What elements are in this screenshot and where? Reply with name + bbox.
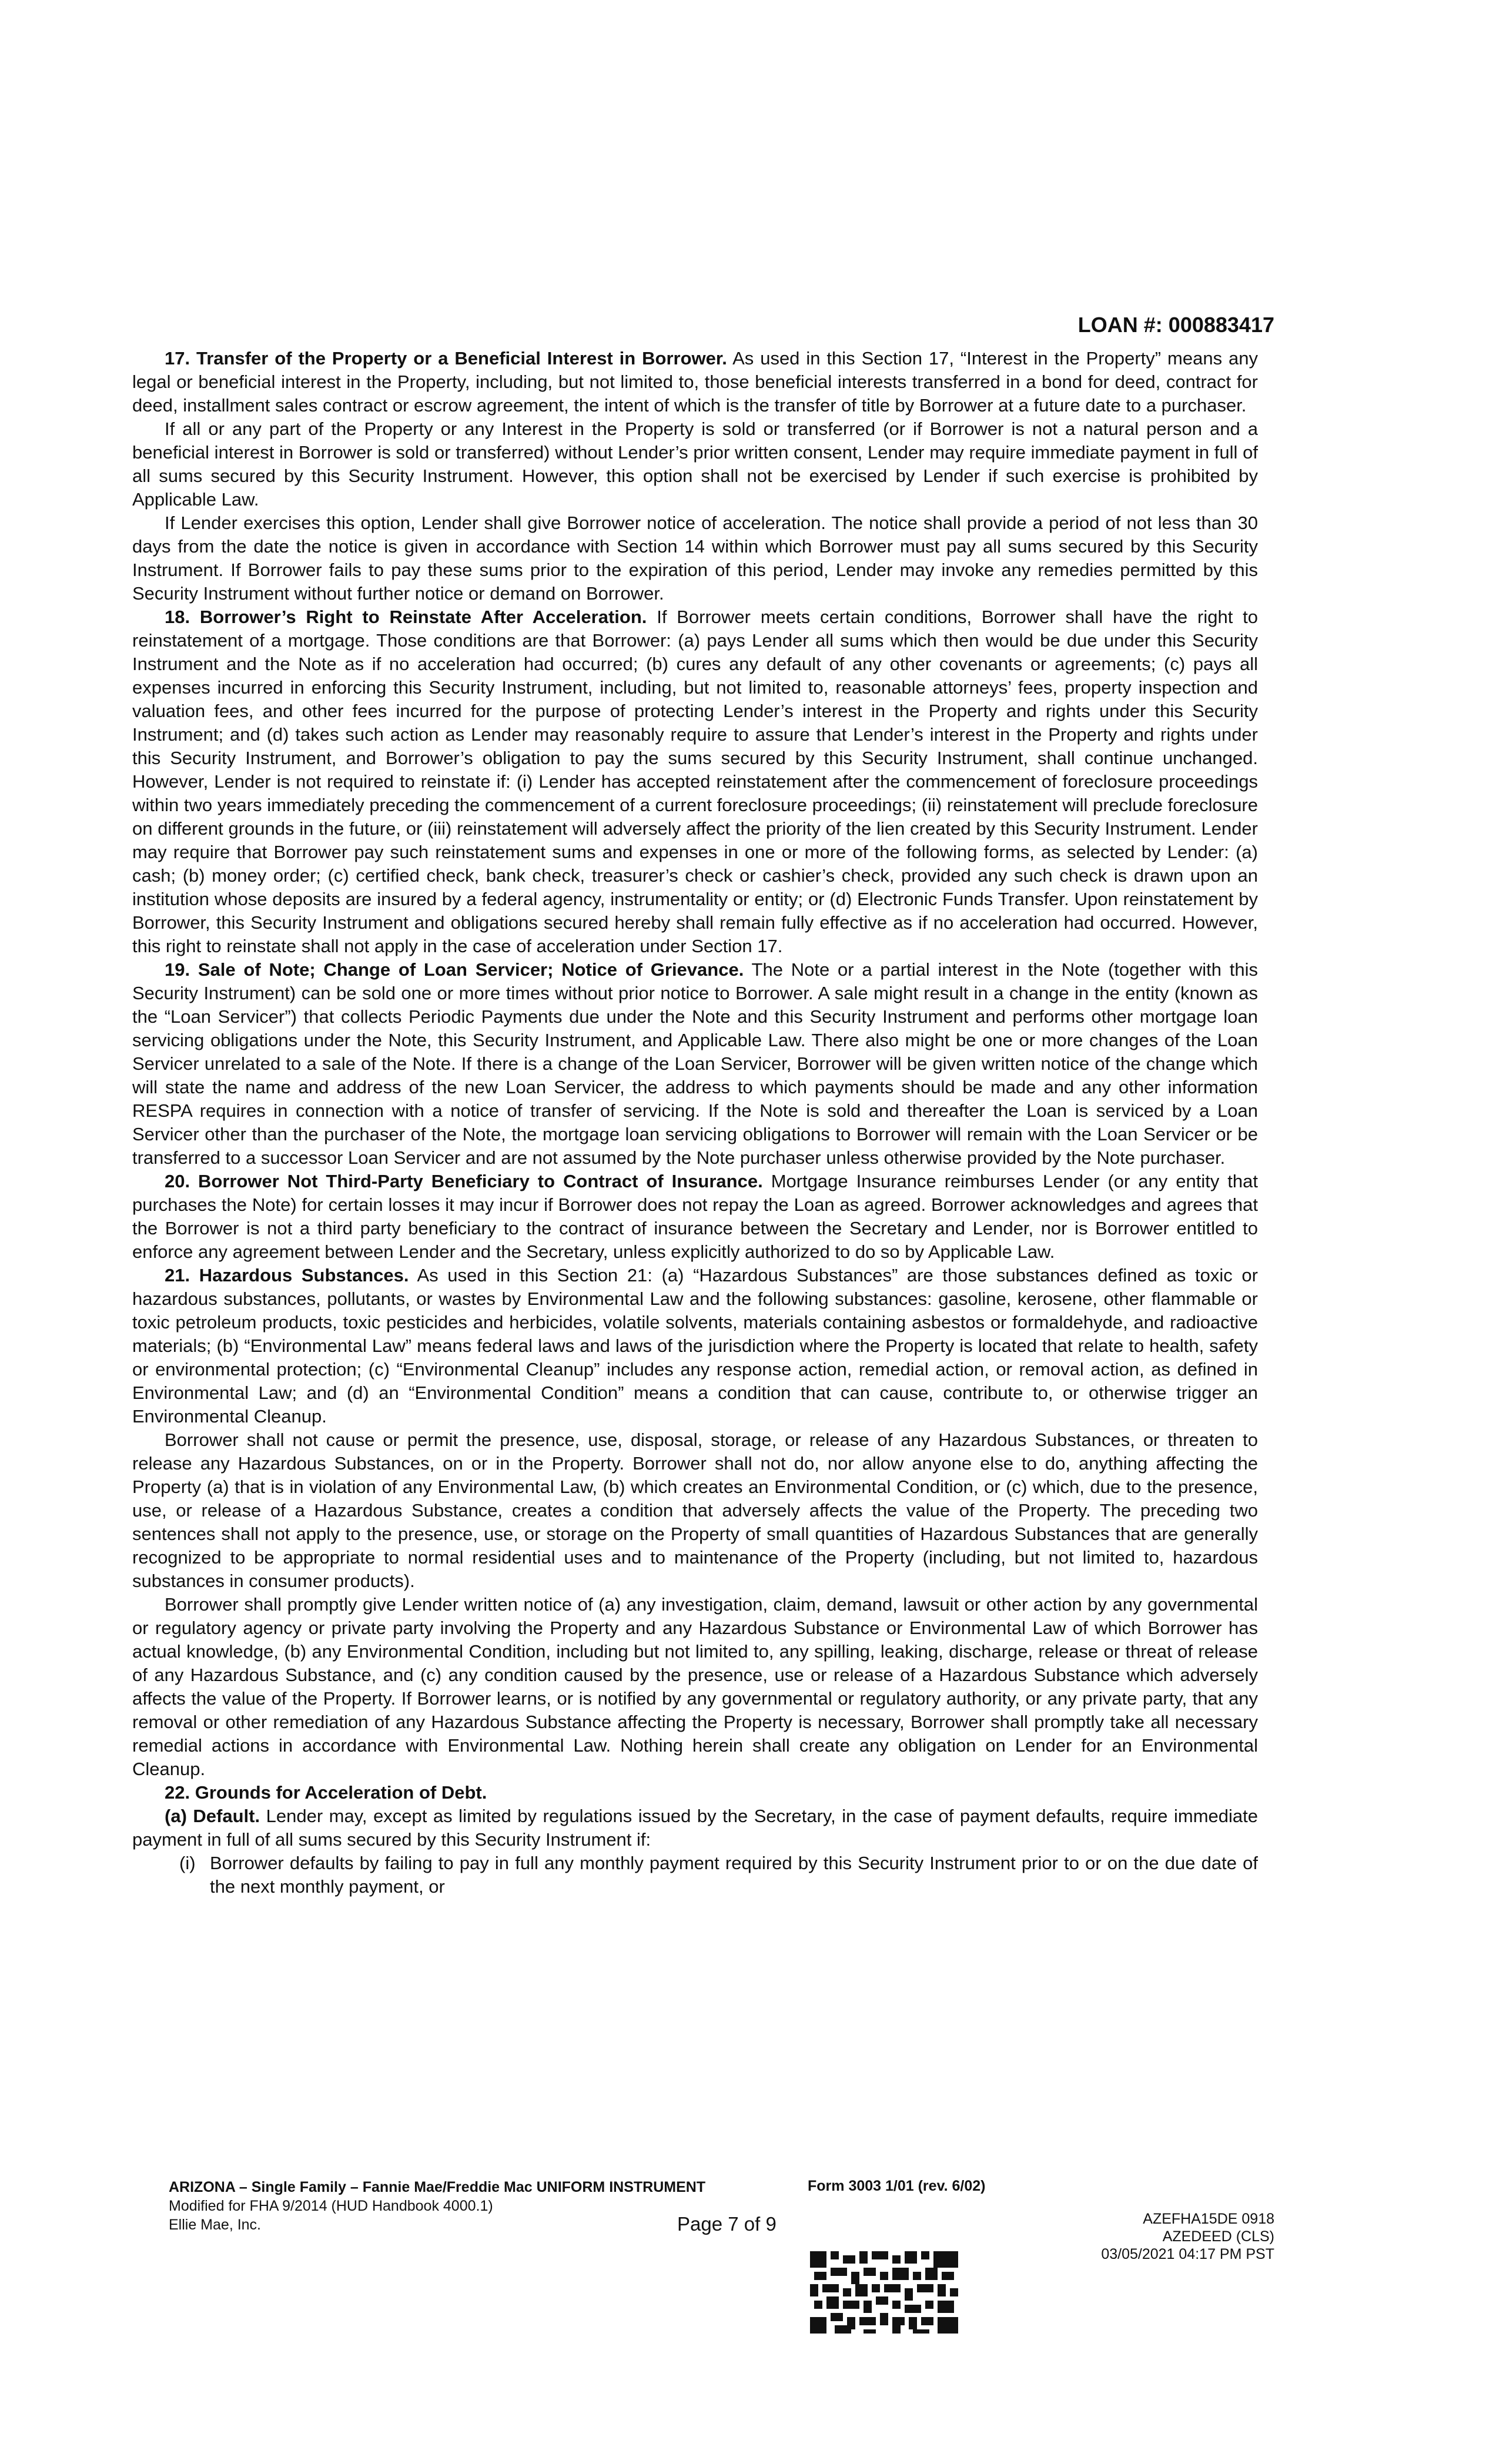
footer-timestamp: 03/05/2021 04:17 PM PST — [1101, 2246, 1274, 2262]
page-number: Page 7 of 9 — [677, 2213, 777, 2235]
section-22a-item-i — [179, 1852, 1258, 1899]
section-17-text: As used in this Section 17, “Interest in the Property” means any legal or beneficial interest in the Property, including, but not limited to, those beneficial interests transferred in a bond for deed, contract for deed, installment sales contract or escrow agreement, the intent of which is the transfer of title by Borrower at a future date to a purchaser. — [132, 348, 1258, 416]
section-22a-text: Lender may, except as limited by regulations issued by the Secretary, in the case of payment defaults, require immediate payment in full of all sums secured by this Security Instrument if: — [132, 1806, 1258, 1850]
section-19-paragraph — [132, 958, 1258, 1170]
footer-code-1: AZEFHA15DE 0918 — [1143, 2211, 1274, 2227]
section-22a-paragraph — [132, 1805, 1258, 1852]
section-21-heading: 21. Hazardous Substances. — [165, 1265, 409, 1285]
footer-form-info — [169, 2178, 705, 2234]
section-20-heading: 20. Borrower Not Third-Party Beneficiary to Contract of Insurance. — [165, 1171, 763, 1191]
footer-modified-note: Modified for FHA 9/2014 (HUD Handbook 4000.1) — [169, 2198, 493, 2214]
section-19-text: The Note or a partial interest in the Note (together with this Security Instrument) can be sold one or more times without prior notice to Borrower. A sale might result in a change in the entity (known as the “Loan Servicer”) that collects Periodic Payments due under the Note and this Security Instrument and performs other mortgage loan servicing obligations under the Note, this Security Instrument, and Applicable Law. There also might be one or more changes of the Loan Servicer unrelated to a sale of the Note. If there is a change of the Loan Servicer, Borrower will be given written notice of the change which will state the name and address of the new Loan Servicer, the address to which payments should be made and any other information RESPA requires in connection with a notice of transfer of servicing. If the Note is sold and thereafter the Loan is serviced by a Loan Servicer other than the purchaser of the Note, the mortgage loan servicing obligations to Borrower will remain with the Loan Servicer or be transferred to a successor Loan Servicer and are not assumed by the Note purchaser unless otherwise provided by the Note purchaser. — [132, 959, 1258, 1168]
footer-codes — [1101, 2210, 1274, 2263]
section-18-heading: 18. Borrower’s Right to Reinstate After Acceleration. — [165, 607, 647, 627]
section-17-paragraph-2: If all or any part of the Property or any Interest in the Property is sold or transferred (or if Borrower is not a natural person and a beneficial interest in Borrower is sold or transferred) without Lender’s prior written consent, Lender may require immediate payment in full of all sums secured by this Security Instrument. However, this option shall not be exercised by Lender if such exercise is prohibited by Applicable Law. — [132, 419, 1258, 510]
loan-number: LOAN #: 000883417 — [1077, 313, 1274, 337]
footer-code-2: AZEDEED (CLS) — [1162, 2228, 1274, 2245]
section-19-heading: 19. Sale of Note; Change of Loan Servicer; Notice of Grievance. — [165, 959, 744, 980]
footer-instrument-title: ARIZONA – Single Family – Fannie Mae/Freddie Mac UNIFORM INSTRUMENT — [169, 2179, 706, 2195]
section-22-heading-paragraph — [132, 1781, 1258, 1805]
section-17-paragraph-3: If Lender exercises this option, Lender shall give Borrower notice of acceleration. The notice shall provide a period of not less than 30 days from the date the notice is given in accordance with Section 14 within which Borrower must pay all sums secured by this Security Instrument. If Borrower fails to pay these sums prior to the expiration of this period, Lender may invoke any remedies permitted by this Security Instrument without further notice or demand on Borrower. — [132, 513, 1258, 604]
document-body — [132, 347, 1258, 1899]
section-18-text: If Borrower meets certain conditions, Borrower shall have the right to reinstatement of a mortgage. Those conditions are that Borrower: (a) pays Lender all sums which then would be due under this Security Instrument and the Note as if no acceleration had occurred; (b) cures any default of any other covenants or agreements; (c) pays all expenses incurred in enforcing this Security Instrument, including, but not limited to, reasonable attorneys’ fees, property inspection and valuation fees, and other fees incurred for the purpose of protecting Lender’s interest in the Property and rights under this Security Instrument; and (d) takes such action as Lender may reasonably require to assure that Lender’s interest in the Property and rights under this Security Instrument, and Borrower’s obligation to pay the sums secured by this Security Instrument, shall continue unchanged. However, Lender is not required to reinstate if: (i) Lender has accepted reinstatement after the commencement of foreclosure proceedings within two years immediately preceding the commencement of a current foreclosure proceedings; (ii) reinstatement will preclude foreclosure on different grounds in the future, or (iii) reinstatement will adversely affect the priority of the lien created by this Security Instrument. Lender may require that Borrower pay such reinstatement sums and expenses in one or more of the following forms, as selected by Lender: (a) cash; (b) money order; (c) certified check, bank check, treasurer’s check or cashier’s check, provided any such check is drawn upon an institution whose deposits are insured by a federal agency, instrumentality or entity; or (d) Electronic Funds Transfer. Upon reinstatement by Borrower, this Security Instrument and obligations secured hereby shall remain fully effective as if no acceleration had occurred. However, this right to reinstate shall not apply in the case of acceleration under Section 17. — [132, 607, 1258, 956]
section-20-text: Mortgage Insurance reimburses Lender (or any entity that purchases the Note) for certain losses it may incur if Borrower does not repay the Loan as agreed. Borrower acknowledges and agrees that the Borrower is not a third party beneficiary to the contract of insurance between the Secretary and Lender, nor is Borrower entitled to enforce any agreement between Lender and the Secretary, unless explicitly authorized to do so by Applicable Law. — [132, 1171, 1258, 1262]
section-20-paragraph — [132, 1170, 1258, 1264]
footer-form-number: Form 3003 1/01 (rev. 6/02) — [808, 2178, 986, 2194]
section-21-paragraph-2: Borrower shall not cause or permit the presence, use, disposal, storage, or release of any Hazardous Substances, or threaten to release any Hazardous Substances, on or in the Property. Borrower shall not do, nor allow anyone else to do, anything affecting the Property (a) that is in violation of any Environmental Law, (b) which creates an Environmental Condition, or (c) which, due to the presence, use, or release of a Hazardous Substance, creates a condition that adversely affects the value of the Property. The preceding two sentences shall not apply to the presence, use, or storage on the Property of small quantities of Hazardous Substances that are generally recognized to be appropriate to normal residential uses and to maintenance of the Property (including, but not limited to, hazardous substances in consumer products). — [132, 1429, 1258, 1591]
section-18-paragraph — [132, 605, 1258, 958]
section-21-paragraph-3: Borrower shall promptly give Lender written notice of (a) any investigation, claim, demand, lawsuit or other action by any governmental or regulatory agency or private party involving the Property and any Hazardous Substance or Environmental Law of which Borrower has actual knowledge, (b) any Environmental Condition, including but not limited to, any spilling, leaking, discharge, release or threat of release of any Hazardous Substance, and (c) any condition caused by the presence, use or release of a Hazardous Substance which adversely affects the value of the Property. If Borrower learns, or is notified by any governmental or regulatory authority, or any private party, that any removal or other remediation of any Hazardous Substance affecting the Property is necessary, Borrower shall promptly take all necessary remedial actions in accordance with Environmental Law. Nothing herein shall create any obligation on Lender for an Environmental Cleanup. — [132, 1594, 1258, 1779]
section-17-paragraph — [132, 347, 1258, 417]
section-22-heading: 22. Grounds for Acceleration of Debt. — [165, 1782, 487, 1803]
barcode-image — [810, 2251, 958, 2334]
section-21-paragraph — [132, 1264, 1258, 1428]
item-text: Borrower defaults by failing to pay in full any monthly payment required by this Security Instrument prior to or on the due date of the next monthly payment, or — [210, 1853, 1258, 1897]
footer-vendor: Ellie Mae, Inc. — [169, 2217, 262, 2233]
section-22a-heading: (a) Default. — [165, 1806, 260, 1826]
section-17-heading: 17. Transfer of the Property or a Beneficial Interest in Borrower. — [165, 348, 727, 369]
item-number: (i) — [179, 1853, 196, 1873]
section-21-text: As used in this Section 21: (a) “Hazardous Substances” are those substances defined as toxic or hazardous substances, pollutants, or wastes by Environmental Law and the following substances: gasoline, kerosene, other flammable or toxic petroleum products, toxic pesticides and herbicides, volatile solvents, materials containing asbestos or formaldehyde, and radioactive materials; (b) “Environmental Law” means federal laws and laws of the jurisdiction where the Property is located that relate to health, safety or environmental protection; (c) “Environmental Cleanup” includes any response action, remedial action, or removal action, as defined in Environmental Law; and (d) an “Environmental Condition” means a condition that can cause, contribute to, or otherwise trigger an Environmental Cleanup. — [132, 1265, 1258, 1427]
